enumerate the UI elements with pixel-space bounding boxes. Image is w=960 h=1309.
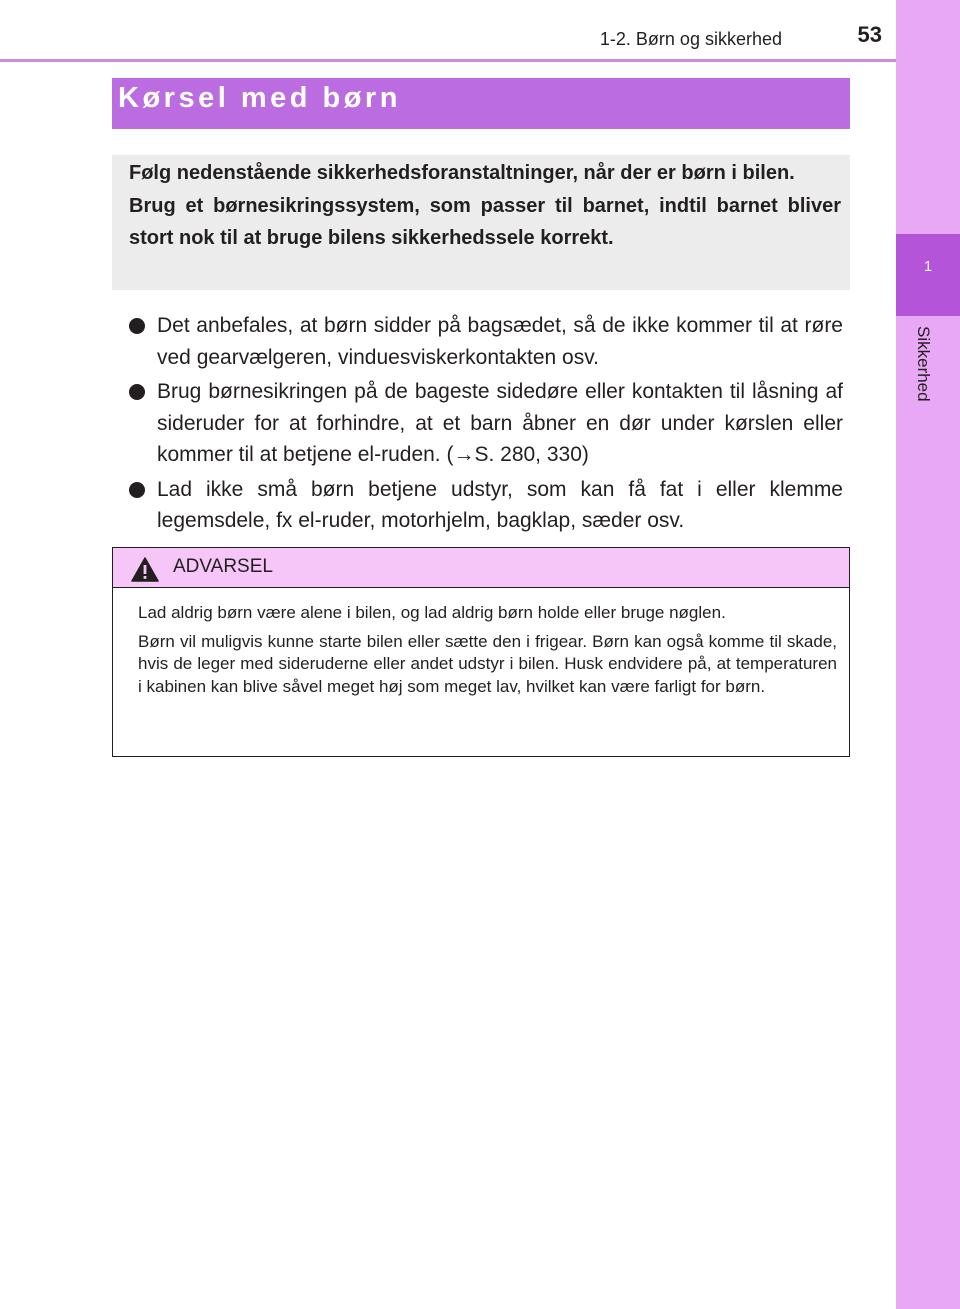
bullet-dot-icon xyxy=(129,482,145,498)
section-heading: 1-2. Børn og sikkerhed xyxy=(599,29,782,49)
warning-paragraph: Børn vil muligvis kunne starte bilen eller sætte den i frigear. Børn kan også komme til skade, hvis de leger med sideruderne eller andet udstyr i bilen. Husk endvidere på, at temperaturen i kabinen kan blive såvel meget høj som meget lav, hvilket kan være farligt for børn. xyxy=(138,631,837,696)
page-number: 53 xyxy=(857,22,882,47)
bullet-item xyxy=(129,310,843,373)
bullet-text: Brug børnesikringen på de bageste sidedøre eller kontakten til låsning af sideruder for at forhindre, at et barn åbner en dør under kørslen eller kommer til at betjene el-ruden. (→S. 280, 330) xyxy=(157,380,843,466)
intro-text xyxy=(129,157,841,255)
warning-header xyxy=(113,548,849,588)
bullet-dot-icon xyxy=(129,318,145,334)
bullet-item xyxy=(129,474,843,537)
bullet-text: Lad ikke små børn betjene udstyr, som kan få fat i eller klemme legemsdele, fx el-ruder, motorhjelm, bagklap, sæder osv. xyxy=(157,477,843,532)
page-title: Kørsel med børn xyxy=(118,82,401,114)
bullet-list xyxy=(129,310,843,540)
chapter-number: 1 xyxy=(923,258,933,275)
chapter-side-tab xyxy=(896,0,960,1309)
chapter-tab-active-marker xyxy=(896,234,960,316)
warning-box xyxy=(112,547,850,757)
header-divider xyxy=(0,59,896,62)
warning-paragraph: Lad aldrig børn være alene i bilen, og lad aldrig børn holde eller bruge nøglen. xyxy=(138,603,726,622)
chapter-label: Sikkerhed xyxy=(914,326,933,402)
warning-triangle-icon xyxy=(131,557,159,582)
bullet-item xyxy=(129,376,843,471)
intro-paragraph: Følg nedenstående sikkerhedsforanstaltninger, når der er børn i bilen. xyxy=(129,162,795,184)
warning-body xyxy=(138,602,837,704)
warning-title: ADVARSEL xyxy=(173,556,273,577)
bullet-dot-icon xyxy=(129,384,145,400)
bullet-text: Det anbefales, at børn sidder på bagsædet, så de ikke kommer til at røre ved gearvælgeren, vinduesviskerkontakten osv. xyxy=(157,314,843,369)
intro-paragraph: Brug et børnesikringssystem, som passer til barnet, indtil barnet bliver stort nok til at bruge bilens sikkerhedssele korrekt. xyxy=(129,194,841,249)
